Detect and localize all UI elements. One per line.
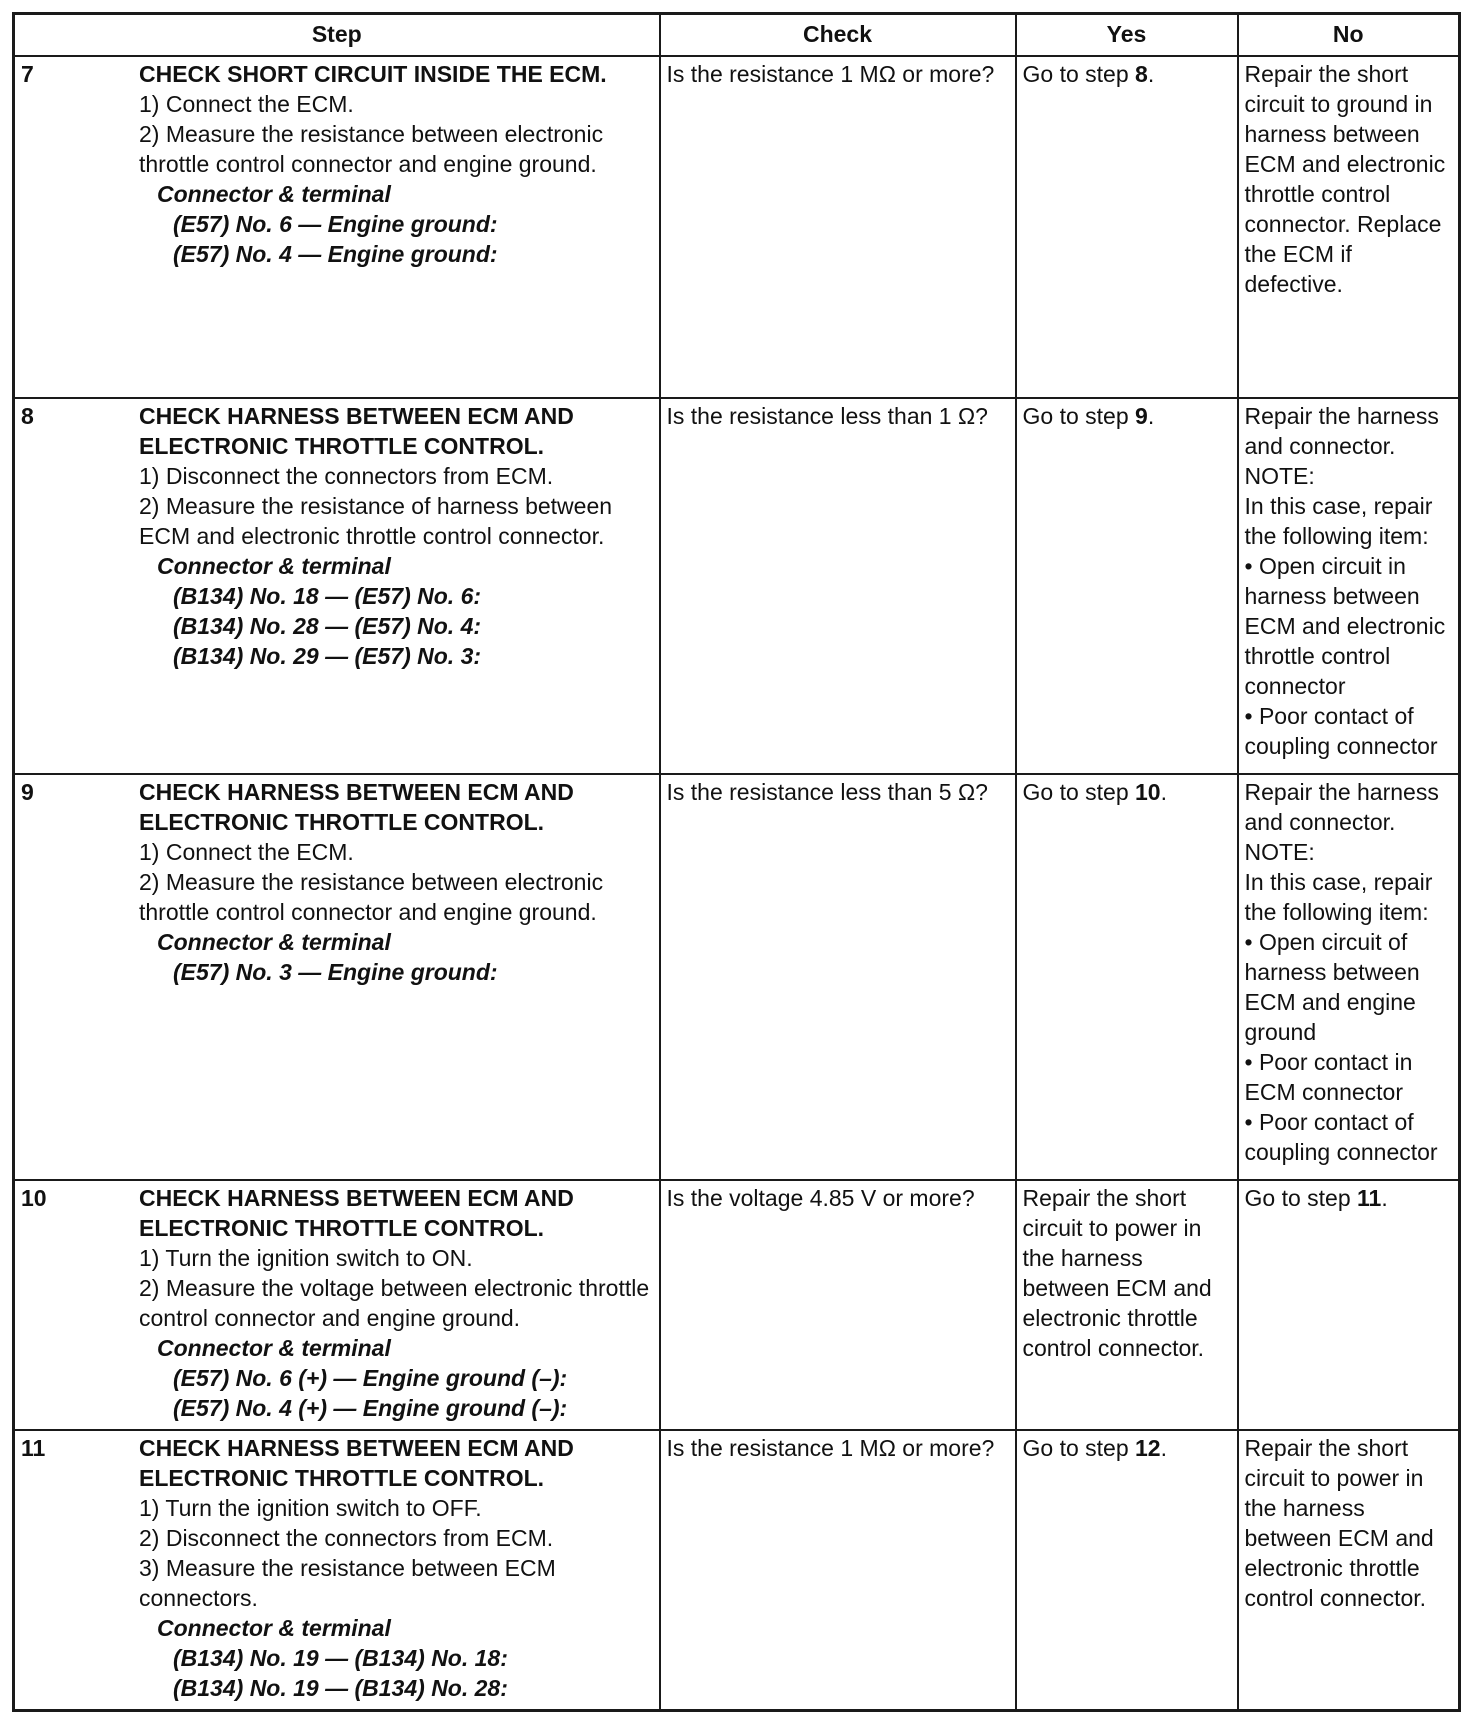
header-step: Step <box>14 14 660 57</box>
connector-label: Connector & terminal <box>157 929 391 955</box>
no-cell <box>1238 398 1460 774</box>
connector-label: Connector & terminal <box>157 181 391 207</box>
diagnostic-table <box>12 12 1461 1712</box>
step-title: CHECK HARNESS BETWEEN ECM AND ELECTRONIC THROTTLE CONTROL. <box>139 1435 574 1491</box>
instruction: 2) Disconnect the connectors from ECM. <box>139 1525 554 1551</box>
yes-cell <box>1016 398 1238 774</box>
step-cell <box>14 398 660 774</box>
connector-label: Connector & terminal <box>157 1615 391 1641</box>
check-cell: Is the voltage 4.85 V or more? <box>660 1180 1016 1430</box>
note-item: • Open circuit of harness between ECM and engine ground <box>1244 929 1420 1045</box>
terminal: (B134) No. 28 — (E57) No. 4: <box>173 613 482 639</box>
check-cell: Is the resistance 1 MΩ or more? <box>660 56 1016 398</box>
step-cell <box>14 1430 660 1710</box>
step-number: 8 <box>21 403 34 429</box>
header-no: No <box>1238 14 1460 57</box>
instruction: 2) Measure the resistance of harness between ECM and electronic throttle control connector. <box>139 493 613 549</box>
yes-prefix: Go to step <box>1022 61 1136 87</box>
step-cell <box>14 774 660 1180</box>
yes-cell <box>1016 774 1238 1180</box>
yes-prefix: Go to step <box>1022 403 1136 429</box>
step-title: CHECK HARNESS BETWEEN ECM AND ELECTRONIC THROTTLE CONTROL. <box>139 403 574 459</box>
note-item: • Open circuit in harness between ECM and electronic throttle control connector <box>1244 553 1446 699</box>
connector-label: Connector & terminal <box>157 553 391 579</box>
step-title: CHECK HARNESS BETWEEN ECM AND ELECTRONIC THROTTLE CONTROL. <box>139 1185 574 1241</box>
instruction: 1) Turn the ignition switch to ON. <box>139 1245 473 1271</box>
no-suffix: . <box>1381 1185 1388 1211</box>
table-row <box>14 774 1460 1180</box>
terminal: (B134) No. 18 — (E57) No. 6: <box>173 583 482 609</box>
header-check: Check <box>660 14 1016 57</box>
note-intro: In this case, repair the following item: <box>1244 493 1433 549</box>
no-cell <box>1238 1180 1460 1430</box>
table-row <box>14 1430 1460 1710</box>
yes-step: 12 <box>1135 1435 1161 1461</box>
yes-step: 8 <box>1135 61 1148 87</box>
check-cell: Is the resistance less than 5 Ω? <box>660 774 1016 1180</box>
step-number: 10 <box>21 1185 47 1211</box>
yes-suffix: . <box>1160 1435 1167 1461</box>
terminal: (E57) No. 3 — Engine ground: <box>173 959 498 985</box>
terminal: (E57) No. 6 (+) — Engine ground (–): <box>173 1365 568 1391</box>
step-cell <box>14 1180 660 1430</box>
terminal: (E57) No. 4 — Engine ground: <box>173 241 498 267</box>
diagnostic-page <box>12 12 1461 1712</box>
header-row <box>14 14 1460 57</box>
yes-step: 9 <box>1135 403 1148 429</box>
note-label: NOTE: <box>1244 463 1315 489</box>
table-row <box>14 1180 1460 1430</box>
note-item: • Poor contact of coupling connector <box>1244 1109 1438 1165</box>
no-cell <box>1238 774 1460 1180</box>
yes-cell <box>1016 1430 1238 1710</box>
yes-cell <box>1016 56 1238 398</box>
instruction: 3) Measure the resistance between ECM connectors. <box>139 1555 556 1611</box>
yes-suffix: . <box>1160 779 1167 805</box>
no-step: 11 <box>1357 1185 1382 1211</box>
no-cell: Repair the short circuit to ground in harness between ECM and electronic throttle control connector. Replace the ECM if defective. <box>1238 56 1460 398</box>
instruction: 1) Connect the ECM. <box>139 839 354 865</box>
instruction: 2) Measure the resistance between electronic throttle control connector and engine ground. <box>139 121 604 177</box>
no-main: Repair the harness and connector. <box>1244 403 1439 459</box>
terminal: (E57) No. 6 — Engine ground: <box>173 211 498 237</box>
note-label: NOTE: <box>1244 839 1315 865</box>
yes-cell: Repair the short circuit to power in the harness between ECM and electronic throttle control connector. <box>1016 1180 1238 1430</box>
table-row <box>14 398 1460 774</box>
terminal: (E57) No. 4 (+) — Engine ground (–): <box>173 1395 568 1421</box>
instruction: 1) Disconnect the connectors from ECM. <box>139 463 554 489</box>
no-cell: Repair the short circuit to power in the harness between ECM and electronic throttle control connector. <box>1238 1430 1460 1710</box>
note-item: • Poor contact of coupling connector <box>1244 703 1438 759</box>
step-cell <box>14 56 660 398</box>
table-row <box>14 56 1460 398</box>
instruction: 1) Connect the ECM. <box>139 91 354 117</box>
terminal: (B134) No. 29 — (E57) No. 3: <box>173 643 482 669</box>
step-title: CHECK SHORT CIRCUIT INSIDE THE ECM. <box>139 61 607 87</box>
step-title: CHECK HARNESS BETWEEN ECM AND ELECTRONIC THROTTLE CONTROL. <box>139 779 574 835</box>
instruction: 2) Measure the resistance between electronic throttle control connector and engine ground. <box>139 869 604 925</box>
yes-suffix: . <box>1147 61 1155 87</box>
check-cell: Is the resistance 1 MΩ or more? <box>660 1430 1016 1710</box>
terminal: (B134) No. 19 — (B134) No. 18: <box>173 1645 508 1671</box>
terminal: (B134) No. 19 — (B134) No. 28: <box>173 1675 508 1701</box>
step-number: 7 <box>21 61 34 87</box>
check-cell: Is the resistance less than 1 Ω? <box>660 398 1016 774</box>
yes-prefix: Go to step <box>1022 779 1136 805</box>
no-main: Repair the harness and connector. <box>1244 779 1439 835</box>
header-yes: Yes <box>1016 14 1238 57</box>
yes-prefix: Go to step <box>1022 1435 1136 1461</box>
yes-suffix: . <box>1147 403 1155 429</box>
instruction: 2) Measure the voltage between electronic throttle control connector and engine ground. <box>139 1275 650 1331</box>
no-prefix: Go to step <box>1244 1185 1358 1211</box>
yes-step: 10 <box>1135 779 1161 805</box>
connector-label: Connector & terminal <box>157 1335 391 1361</box>
note-intro: In this case, repair the following item: <box>1244 869 1433 925</box>
note-item: • Poor contact in ECM connector <box>1244 1049 1413 1105</box>
step-number: 11 <box>21 1435 46 1461</box>
instruction: 1) Turn the ignition switch to OFF. <box>139 1495 482 1521</box>
step-number: 9 <box>21 779 34 805</box>
